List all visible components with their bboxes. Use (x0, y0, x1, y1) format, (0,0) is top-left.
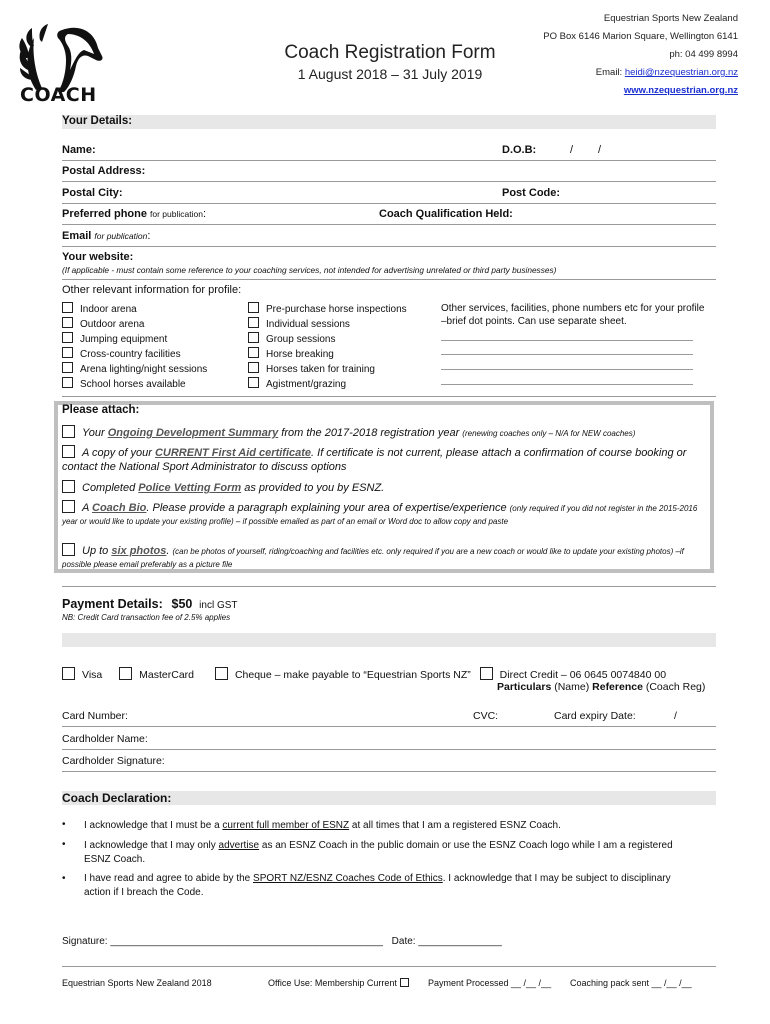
expiry-sep: / (674, 710, 677, 722)
profile-col-2 (248, 302, 407, 392)
payment-heading-row (62, 597, 238, 611)
profile-option: Horse breaking (266, 349, 334, 360)
cheque-checkbox[interactable] (215, 667, 228, 680)
horses-training-checkbox[interactable] (248, 362, 259, 373)
cardholder-signature-row (62, 751, 716, 772)
declaration-item-ethics (84, 872, 684, 900)
attach-text: as provided to you by ESNZ. (244, 482, 385, 494)
dob-sep-2: / (598, 144, 602, 156)
first-aid-link[interactable]: CURRENT First Aid certificate (154, 447, 312, 459)
arena-lighting-checkbox[interactable] (62, 362, 73, 373)
police-vetting-link[interactable]: Police Vetting Form (138, 482, 242, 494)
details-header-bar (62, 115, 716, 129)
org-address: PO Box 6146 Marion Square, Wellington 6141 (543, 31, 738, 42)
form-subtitle: 1 August 2018 – 31 July 2019 (297, 66, 483, 82)
cross-country-checkbox[interactable] (62, 347, 73, 358)
profile-option: Arena lighting/night sessions (80, 364, 208, 375)
cardholder-name-row (62, 729, 716, 750)
outdoor-arena-checkbox[interactable] (62, 317, 73, 328)
payment-methods (62, 667, 666, 681)
profile-option: Jumping equipment (80, 334, 168, 345)
profile-option: Cross-country facilities (80, 349, 181, 360)
development-summary-checkbox[interactable] (62, 425, 75, 438)
payment-gst: incl GST (199, 600, 238, 611)
email-label: Email (62, 230, 92, 242)
cardholder-name-label: Cardholder Name: (62, 733, 148, 745)
office-use (268, 978, 409, 988)
coach-qualification-label: Coach Qualification Held: (379, 208, 513, 220)
visa-checkbox[interactable] (62, 667, 75, 680)
attach-note: (only required if you did not register in the 2015-2016 year or would like to update your existing profile) – if possible emailed as part of an email or Word doc to allow copy and paste (62, 504, 698, 526)
particulars-label: Particulars (497, 681, 552, 693)
individual-sessions-checkbox[interactable] (248, 317, 259, 328)
cvc-label: CVC: (473, 710, 499, 722)
cheque-label: Cheque – make payable to “Equestrian Sports NZ” (234, 669, 471, 681)
date-label: Date: (391, 936, 416, 947)
group-sessions-checkbox[interactable] (248, 332, 259, 343)
coach-bio-checkbox[interactable] (62, 500, 75, 513)
name-label: Name: (62, 144, 96, 156)
agistment-checkbox[interactable] (248, 377, 259, 388)
profile-col-1 (62, 302, 207, 392)
signature-label: Signature: (62, 936, 108, 947)
bullet-1: • (62, 819, 66, 830)
postal-city-row (62, 183, 716, 204)
attach-text: . If certificate is not current, please attach a confirmation of course booking or contact the National Sport Administrator to discuss options (62, 447, 687, 473)
cardholder-signature-label: Cardholder Signature: (62, 755, 165, 767)
profile-option: Horses taken for training (266, 364, 375, 375)
jumping-equipment-checkbox[interactable] (62, 332, 73, 343)
signature-row (62, 936, 502, 947)
other-services-note: Other services, facilities, phone numbers etc for your profile –brief dot points. Can use separate sheet. (441, 303, 705, 327)
card-fee-note: NB: Credit Card transaction fee of 2.5% applies (62, 613, 231, 622)
pre-purchase-checkbox[interactable] (248, 302, 259, 313)
email-colon: : (147, 230, 151, 242)
full-member-link[interactable]: current full member of ESNZ (222, 820, 350, 831)
attach-item-photos (62, 543, 710, 571)
office-use-label: Office Use: Membership Current (268, 978, 397, 988)
first-aid-checkbox[interactable] (62, 445, 75, 458)
org-name: Equestrian Sports New Zealand (603, 13, 738, 24)
phone-row (62, 204, 716, 225)
particulars-line (497, 681, 705, 693)
divider (62, 396, 716, 397)
name-row (62, 140, 716, 161)
payment-amount: $50 (171, 597, 193, 611)
phone-label: Preferred phone (62, 208, 147, 220)
horse-breaking-checkbox[interactable] (248, 347, 259, 358)
reference-label: Reference (592, 681, 643, 693)
attach-note: (can be photos of yourself, riding/coaching and facilities etc. only required if you are a new coach or would like to update your existing photos) –if possible please email preferably as a picture file (62, 547, 684, 569)
card-number-label: Card Number: (62, 710, 128, 722)
post-code-label: Post Code: (502, 187, 561, 199)
org-website-link[interactable]: www.nzequestrian.org.nz (623, 85, 738, 96)
org-phone: ph: 04 499 8994 (669, 49, 738, 60)
website-row (62, 247, 716, 280)
attach-heading: Please attach: (62, 404, 140, 416)
reference-value: (Coach Reg) (645, 681, 706, 693)
mastercard-label: MasterCard (139, 669, 195, 681)
signature-line[interactable]: _________________________________________________ (110, 936, 383, 947)
profile-option: Pre-purchase horse inspections (266, 304, 407, 315)
declaration-text: I acknowledge that I must be a (84, 820, 220, 831)
school-horses-checkbox[interactable] (62, 377, 73, 388)
org-info (543, 10, 738, 100)
indoor-arena-checkbox[interactable] (62, 302, 73, 313)
attach-item-first-aid (62, 445, 710, 474)
card-number-row (62, 706, 716, 727)
declaration-heading: Coach Declaration: (62, 791, 172, 805)
dob-label: D.O.B: (502, 144, 537, 156)
bullet-2: • (62, 839, 66, 850)
profile-option: Individual sessions (266, 319, 350, 330)
details-heading: Your Details: (62, 115, 133, 127)
police-vetting-checkbox[interactable] (62, 480, 75, 493)
phone-note: for publication (150, 209, 203, 219)
direct-credit-checkbox[interactable] (480, 667, 493, 680)
mastercard-checkbox[interactable] (119, 667, 132, 680)
six-photos-link[interactable]: six photos (111, 545, 167, 557)
footer-left: Equestrian Sports New Zealand 2018 (62, 978, 212, 988)
dob-sep-1: / (570, 144, 574, 156)
website-label: Your website: (62, 251, 134, 263)
advertise-link[interactable]: advertise (218, 840, 260, 851)
website-note: (If applicable - must contain some reference to your coaching services, not intended for advertising unrelated or third party businesses) (62, 265, 557, 275)
payment-processed: Payment Processed __ /__ /__ (428, 978, 552, 988)
photos-checkbox[interactable] (62, 543, 75, 556)
declaration-text: . I acknowledge that I may be subject to disciplinary action if I breach the Code. (84, 873, 671, 898)
email-row (62, 226, 716, 247)
date-line[interactable]: _______________ (418, 936, 502, 947)
postal-address-row (62, 161, 716, 182)
declaration-text: I acknowledge that I may only (84, 840, 216, 851)
other-line-3[interactable] (441, 369, 693, 370)
divider (62, 586, 716, 587)
other-line-1[interactable] (441, 340, 693, 341)
attach-text: . (166, 545, 170, 557)
org-email-label: Email: (595, 67, 623, 78)
attach-item-bio (62, 500, 710, 528)
membership-current-checkbox[interactable] (400, 978, 409, 987)
development-summary-link[interactable]: Ongoing Development Summary (107, 427, 279, 439)
attach-item-police (62, 480, 710, 495)
profile-heading: Other relevant information for profile: (62, 284, 242, 296)
bullet-3: • (62, 873, 66, 884)
payment-heading: Payment Details: (62, 597, 163, 611)
attach-text: A (82, 502, 89, 514)
other-line-4[interactable] (441, 384, 693, 385)
profile-option: Group sessions (266, 334, 336, 345)
postal-address-label: Postal Address: (62, 165, 146, 177)
phone-colon: : (202, 208, 207, 220)
attach-text: Up to (82, 545, 109, 557)
form-title: Coach Registration Form (284, 42, 496, 63)
declaration-text: as an ESNZ Coach in the public domain or use the ESNZ Coach logo while I am a registered ESNZ Coach. (84, 840, 673, 865)
declaration-text: at all times that I am a registered ESNZ Coach. (351, 820, 561, 831)
coaching-pack-sent: Coaching pack sent __ /__ /__ (570, 978, 692, 988)
attach-note: (renewing coaches only – N/A for NEW coaches) (462, 429, 636, 438)
profile-option: Outdoor arena (80, 319, 145, 330)
expiry-label: Card expiry Date: (554, 710, 636, 722)
email-note: for publication (94, 231, 148, 241)
other-line-2[interactable] (441, 354, 693, 355)
declaration-text: I have read and agree to abide by the (84, 873, 251, 884)
logo-text: COACH (20, 84, 97, 106)
direct-credit-label: Direct Credit – 06 0645 0074840 00 (499, 669, 667, 681)
attach-text: Completed (82, 482, 136, 494)
profile-option: Indoor arena (80, 304, 137, 315)
org-email-link[interactable]: heidi@nzequestrian.org.nz (624, 67, 738, 78)
attach-text: A copy of your (82, 447, 152, 459)
postal-city-label: Postal City: (62, 187, 123, 199)
declaration-item-advertise (84, 839, 684, 867)
particulars-value: (Name) (554, 681, 590, 693)
profile-option: School horses available (80, 379, 186, 390)
attach-item-development (62, 425, 710, 441)
declaration-item-membership (84, 819, 714, 833)
footer-divider (62, 966, 716, 967)
attach-text: Your (82, 427, 105, 439)
attach-text: . Please provide a paragraph explaining your area of expertise/experience (146, 502, 507, 514)
visa-label: Visa (82, 669, 103, 681)
profile-option: Agistment/grazing (266, 379, 347, 390)
code-of-ethics-link[interactable]: SPORT NZ/ESNZ Coaches Code of Ethics (253, 873, 443, 884)
attach-text: from the 2017-2018 registration year (281, 427, 460, 439)
coach-bio-link[interactable]: Coach Bio (92, 502, 147, 514)
payment-bar (62, 633, 716, 647)
